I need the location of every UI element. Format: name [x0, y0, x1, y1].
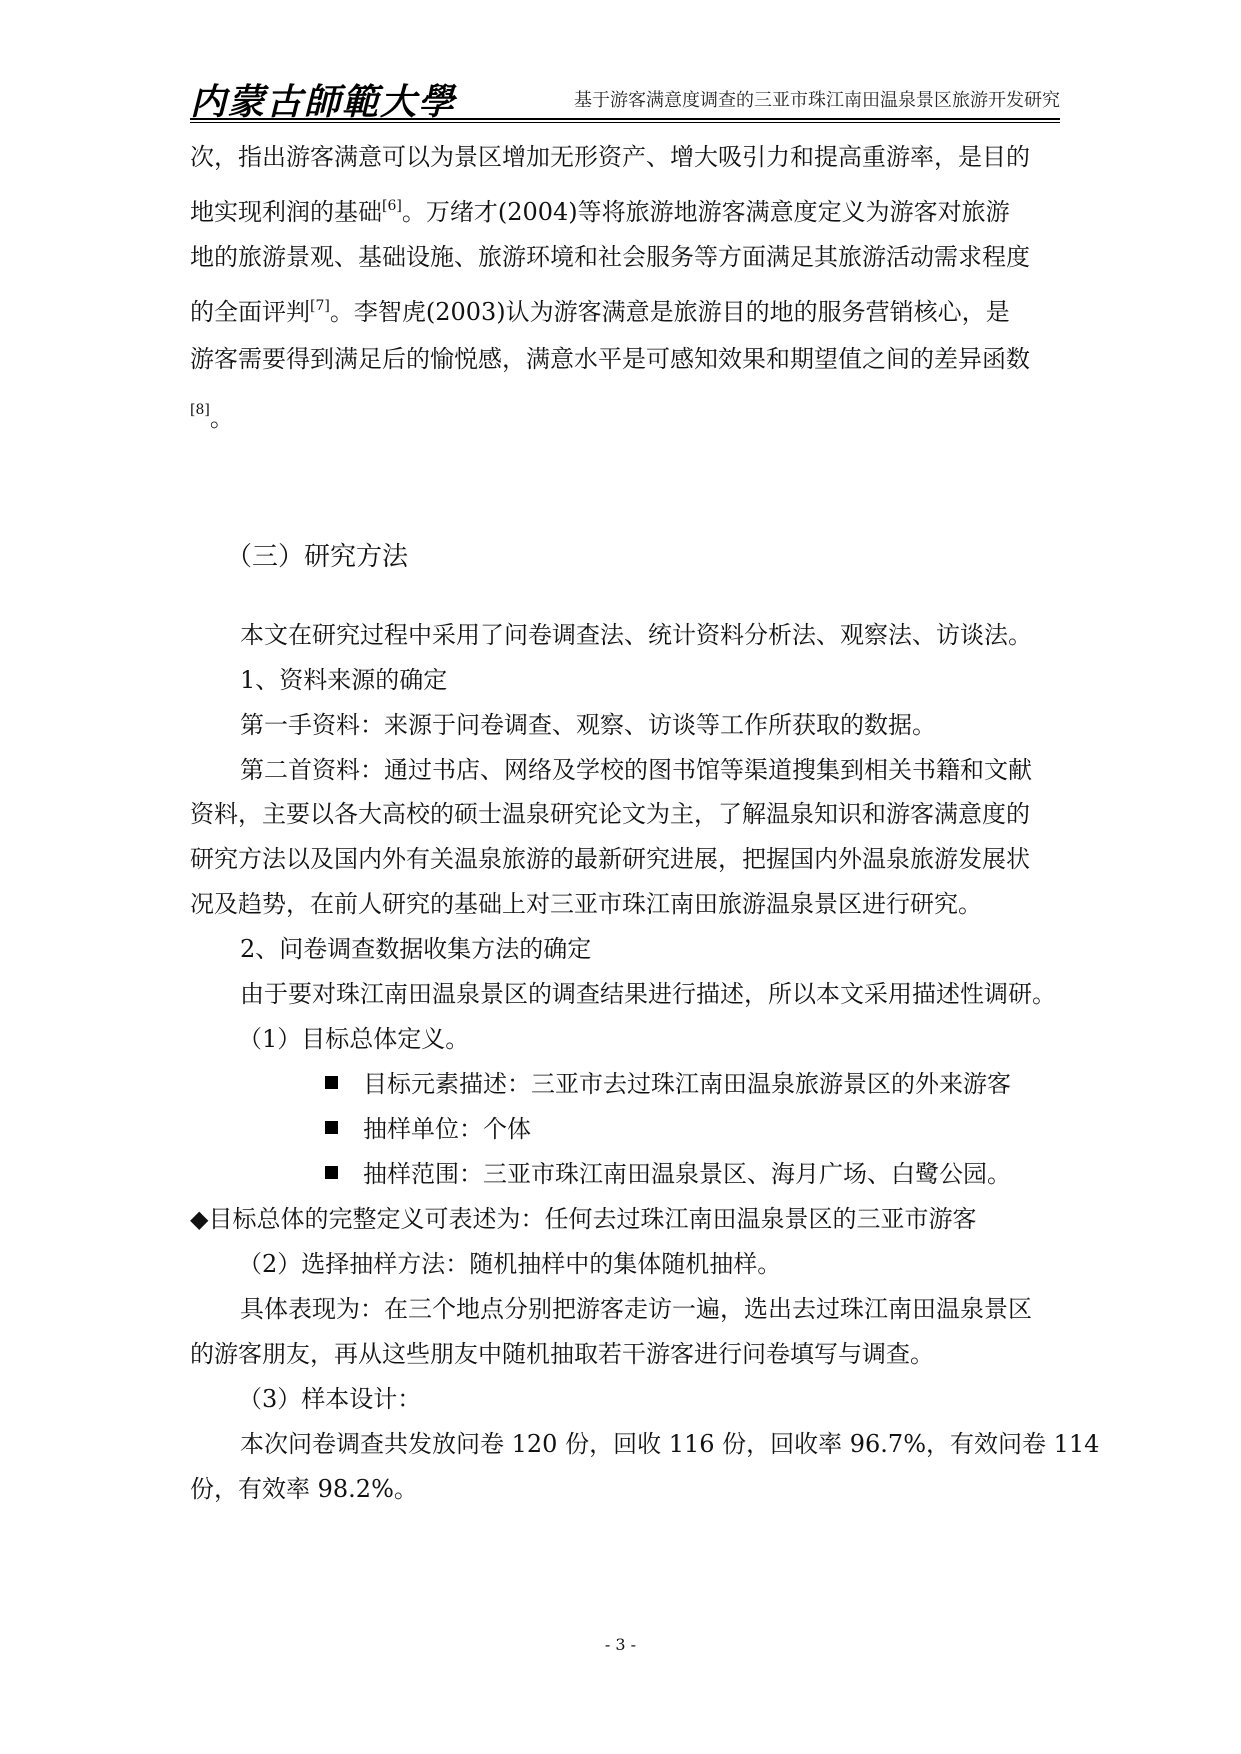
paragraph-line: 由于要对珠江南田温泉景区的调查结果进行描述，所以本文采用描述性调研。: [240, 980, 1056, 1008]
bullet-item: [325, 1158, 1011, 1190]
paragraph-line: [190, 196, 1010, 228]
paragraph-line: 况及趋势，在前人研究的基础上对三亚市珠江南田旅游温泉景区进行研究。: [190, 890, 982, 918]
paragraph-line: [190, 398, 234, 433]
page-header: [190, 74, 1060, 123]
text-span: 的全面评判: [190, 298, 310, 326]
list-heading: 1、资料来源的确定: [240, 666, 448, 694]
paragraph-line: 本次问卷调查共发放问卷 120 份，回收 116 份，回收率 96.7%，有效问卷 114: [240, 1430, 1100, 1458]
diamond-item: ◆目标总体的完整定义可表述为：任何去过珠江南田温泉景区的三亚市游客: [190, 1205, 977, 1233]
sub-heading: （2）选择抽样方法：随机抽样中的集体随机抽样。: [238, 1250, 782, 1278]
text-span: 。: [209, 404, 234, 432]
text-span: 地实现利润的基础: [190, 198, 382, 226]
square-bullet-icon: [325, 1121, 338, 1134]
bullet-text: 抽样单位：个体: [363, 1115, 531, 1143]
square-bullet-icon: [325, 1166, 338, 1179]
paragraph-line: 本文在研究过程中采用了问卷调查法、统计资料分析法、观察法、访谈法。: [240, 621, 1032, 649]
square-bullet-icon: [325, 1076, 338, 1089]
text-span: 。李智虎(2003)认为游客满意是旅游目的地的服务营销核心，是: [329, 298, 1010, 326]
bullet-text: 抽样范围：三亚市珠江南田温泉景区、海月广场、白鹭公园。: [363, 1160, 1011, 1188]
paragraph-line: 资料，主要以各大高校的硕士温泉研究论文为主，了解温泉知识和游客满意度的: [190, 800, 1030, 828]
paragraph-line: 份，有效率 98.2%。: [190, 1475, 418, 1503]
paragraph-line: 研究方法以及国内外有关温泉旅游的最新研究进展，把握国内外温泉旅游发展状: [190, 845, 1030, 873]
paragraph-line: 的游客朋友，再从这些朋友中随机抽取若干游客进行问卷填写与调查。: [190, 1340, 934, 1368]
page-number: - 3 -: [604, 1635, 637, 1654]
header-divider-thin: [190, 122, 1060, 123]
paragraph-line: 第二首资料：通过书店、网络及学校的图书馆等渠道搜集到相关书籍和文献: [240, 756, 1032, 784]
paragraph-line: 具体表现为：在三个地点分别把游客走访一遍，选出去过珠江南田温泉景区: [240, 1295, 1032, 1323]
paragraph-line: 次，指出游客满意可以为景区增加无形资产、增大吸引力和提高重游率，是目的: [190, 143, 1030, 171]
citation-ref: [6]: [382, 198, 402, 214]
university-logo: 内蒙古師範大學: [190, 81, 457, 123]
header-divider: [190, 118, 1060, 120]
section-heading: （三）研究方法: [226, 542, 409, 572]
bullet-item: [325, 1068, 1011, 1100]
bullet-item: [325, 1113, 531, 1145]
bullet-text: 目标元素描述：三亚市去过珠江南田温泉旅游景区的外来游客: [363, 1070, 1011, 1098]
citation-ref: [7]: [310, 298, 330, 314]
citation-ref: [8]: [190, 402, 210, 418]
running-title: 基于游客满意度调查的三亚市珠江南田温泉景区旅游开发研究: [574, 90, 1060, 111]
sub-heading: （3）样本设计：: [238, 1385, 422, 1413]
paragraph-line: [190, 296, 1010, 328]
sub-heading: （1）目标总体定义。: [238, 1025, 470, 1053]
paragraph-line: 游客需要得到满足后的愉悦感，满意水平是可感知效果和期望值之间的差异函数: [190, 345, 1030, 373]
text-span: 。万绪才(2004)等将旅游地游客满意度定义为游客对旅游: [401, 198, 1010, 226]
paragraph-line: 第一手资料：来源于问卷调查、观察、访谈等工作所获取的数据。: [240, 711, 936, 739]
list-heading: 2、问卷调查数据收集方法的确定: [240, 935, 592, 963]
paragraph-line: 地的旅游景观、基础设施、旅游环境和社会服务等方面满足其旅游活动需求程度: [190, 243, 1030, 271]
